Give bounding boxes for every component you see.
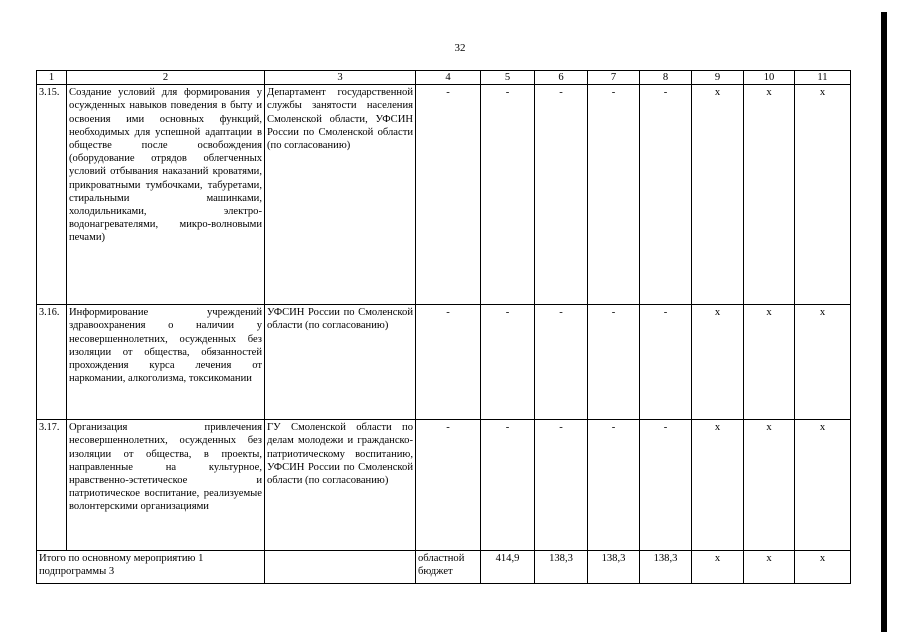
value-cell: -: [640, 420, 692, 551]
value-cell: х: [692, 305, 744, 420]
total-responsible-cell: [265, 551, 416, 584]
header-cell: 3: [265, 71, 416, 85]
value-cell: -: [535, 420, 588, 551]
value-cell: -: [481, 85, 535, 305]
responsible-executor: ГУ Смоленской области по делам молодежи и гражданско-патриотическому воспитанию, УФСИН России по Смоленской области (по согласованию): [265, 420, 416, 551]
value-cell: -: [481, 420, 535, 551]
header-cell: 2: [67, 71, 265, 85]
value-cell: х: [795, 85, 851, 305]
value-cell: х: [795, 305, 851, 420]
total-value: 138,3: [588, 551, 640, 584]
responsible-executor: УФСИН России по Смоленской области (по согласованию): [265, 305, 416, 420]
table-row: [37, 305, 851, 420]
scan-edge-bar: [881, 12, 887, 632]
program-table: [36, 70, 851, 584]
header-cell: 8: [640, 71, 692, 85]
value-cell: -: [588, 305, 640, 420]
total-value: 138,3: [535, 551, 588, 584]
table-row: [37, 85, 851, 305]
header-cell: 6: [535, 71, 588, 85]
total-value: 414,9: [481, 551, 535, 584]
header-cell: 4: [416, 71, 481, 85]
measure-name: Создание условий для формирования у осужденных навыков поведения в быту и освоения ими основных функций, необходимых для успешной адаптации в обществе после освобождения (оборудование отрядов облегченных условий отбывания наказаний кроватями, прикроватными тумбочками, табуретами, стиральными машинками, холодильниками, электро-водонагревателями, микро-волновыми печами): [67, 85, 265, 305]
value-cell: х: [692, 85, 744, 305]
header-cell: 11: [795, 71, 851, 85]
header-cell: 5: [481, 71, 535, 85]
value-cell: -: [481, 305, 535, 420]
value-cell: -: [640, 305, 692, 420]
row-number: 3.15.: [37, 85, 67, 305]
total-value: х: [692, 551, 744, 584]
value-cell: -: [535, 85, 588, 305]
total-value: х: [795, 551, 851, 584]
table-header-row: [37, 71, 851, 85]
header-cell: 7: [588, 71, 640, 85]
value-cell: х: [744, 305, 795, 420]
measure-name: Организация привлечения несовершеннолетних, осужденных без изоляции от общества, в проекты, направленные на культурное, нравственно-эстетическое и патриотическое воспитание, реализуемые волонтерскими организациями: [67, 420, 265, 551]
total-value: 138,3: [640, 551, 692, 584]
value-cell: х: [744, 85, 795, 305]
row-number: 3.16.: [37, 305, 67, 420]
header-cell: 9: [692, 71, 744, 85]
value-cell: -: [588, 85, 640, 305]
header-cell: 10: [744, 71, 795, 85]
measure-name: Информирование учреждений здравоохранения о наличии у несовершеннолетних, осужденных без изоляции от общества, обязанностей прохождения курса лечения от наркомании, алкоголизма, токсикомании: [67, 305, 265, 420]
funding-source-cell: -: [416, 85, 481, 305]
total-value: х: [744, 551, 795, 584]
total-funding-source: областной бюджет: [416, 551, 481, 584]
page-number: 32: [454, 42, 466, 54]
funding-source-cell: -: [416, 420, 481, 551]
value-cell: -: [588, 420, 640, 551]
total-row: [37, 551, 851, 584]
value-cell: -: [535, 305, 588, 420]
value-cell: х: [795, 420, 851, 551]
row-number: 3.17.: [37, 420, 67, 551]
value-cell: х: [692, 420, 744, 551]
table-row: [37, 420, 851, 551]
value-cell: -: [640, 85, 692, 305]
responsible-executor: Департамент государственной службы занятости населения Смоленской области, УФСИН России по Смоленской области (по согласованию): [265, 85, 416, 305]
header-cell: 1: [37, 71, 67, 85]
total-label: Итого по основному мероприятию 1 подпрограммы 3: [37, 551, 265, 584]
funding-source-cell: -: [416, 305, 481, 420]
value-cell: х: [744, 420, 795, 551]
